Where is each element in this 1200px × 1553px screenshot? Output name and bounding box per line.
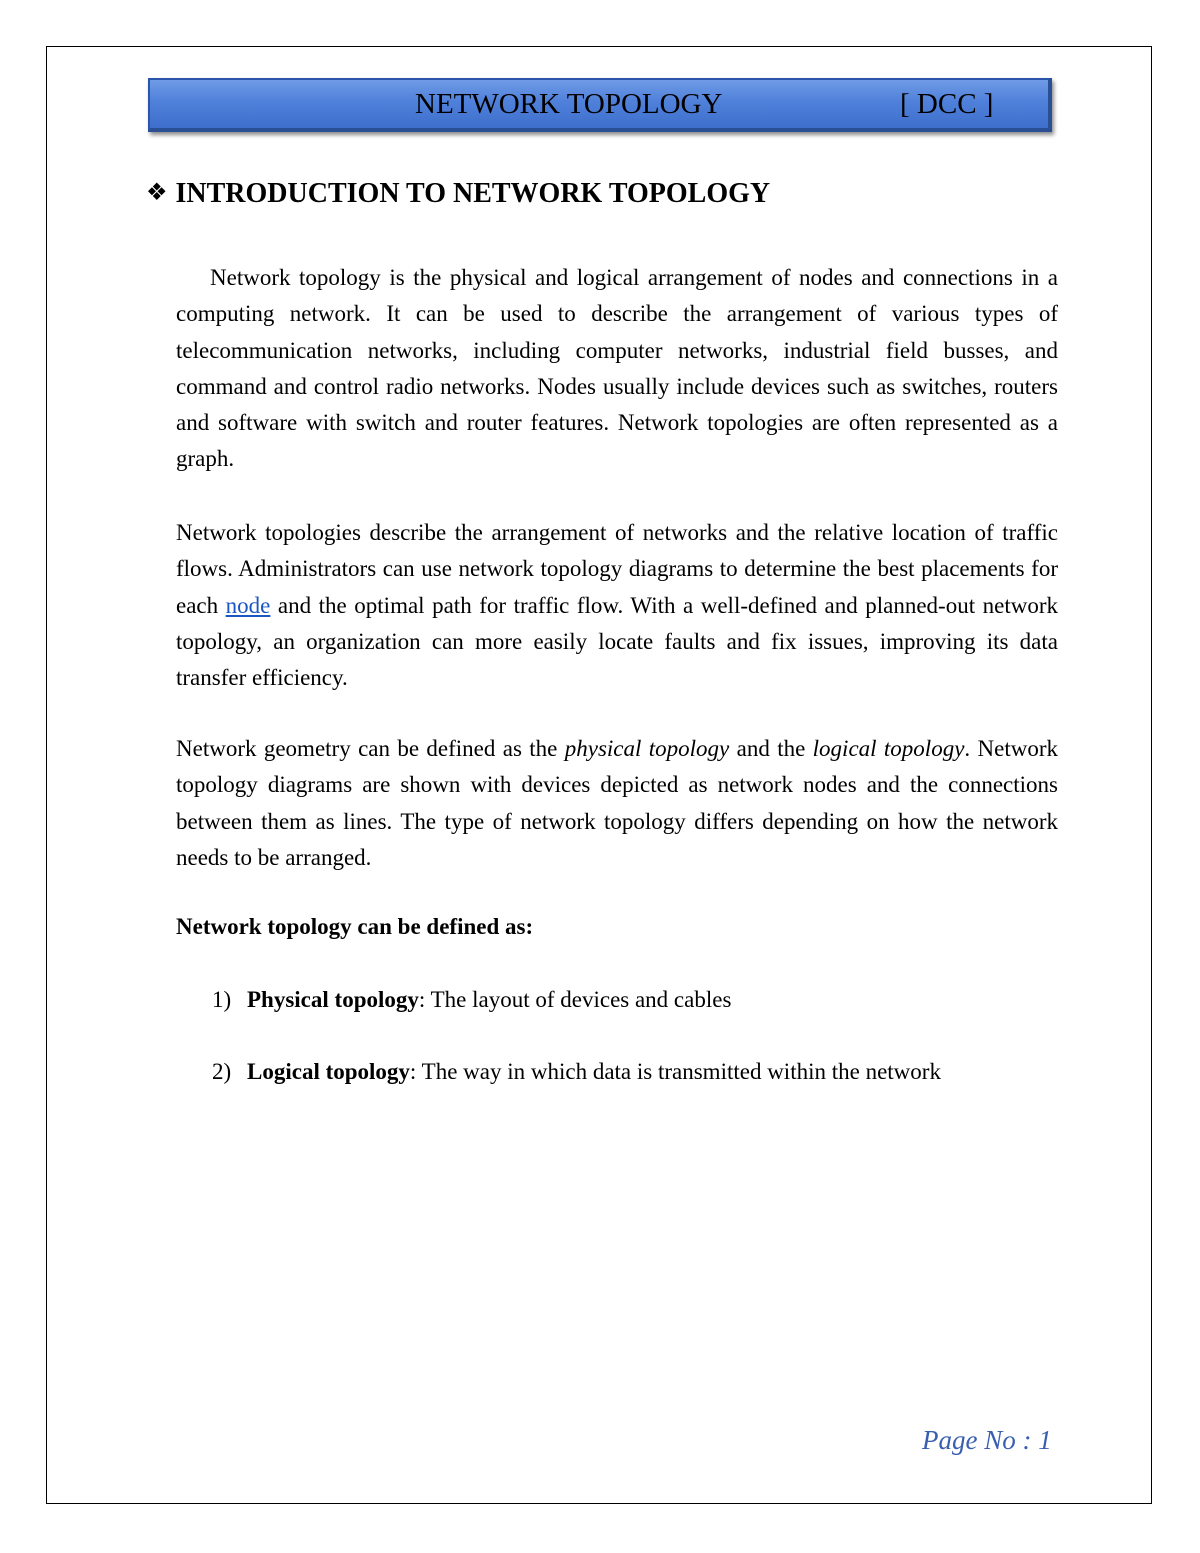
paragraph-3 [176, 731, 1058, 876]
list-term: Physical topology [247, 987, 419, 1012]
header-tag: [ DCC ] [900, 88, 994, 120]
section-heading [146, 178, 770, 210]
list-description: : The way in which data is transmitted within the network [409, 1059, 941, 1084]
paragraph-2-text-a: Network topologies describe the arrangement of networks and the relative location of traffic flows. Administrators can use network topology diagrams to determine the best placements for each [176, 520, 1058, 618]
node-link[interactable]: node [225, 592, 271, 618]
diamond-bullet-icon: ❖ [146, 180, 168, 206]
physical-topology-term: physical topology [564, 736, 730, 761]
section-heading-text: INTRODUCTION TO NETWORK TOPOLOGY [175, 178, 771, 209]
paragraph-3-text-a: Network geometry can be defined as the [176, 736, 565, 761]
logical-topology-term: logical topology [812, 736, 965, 761]
list-number: 2) [212, 1059, 232, 1084]
paragraph-1: Network topology is the physical and logical arrangement of nodes and connections in a computing network. It can be used to describe the arrangement of various types of telecommunication networks, including computer networks, industrial field busses, and command and control radio networks. Nodes usually include devices such as switches, routers and software with switch and router features. Network topologies are often represented as a graph. [176, 265, 1058, 472]
header-bar [148, 78, 1052, 132]
paragraph-2 [176, 515, 1058, 696]
paragraph-3-text-b: and the [729, 736, 813, 761]
page-number: Page No : 1 [922, 1425, 1052, 1455]
list-description: : The layout of devices and cables [418, 987, 732, 1012]
list-number: 1) [212, 987, 232, 1012]
list-item [212, 987, 731, 1013]
defined-as-label: Network topology can be defined as: [176, 914, 534, 939]
header-title: NETWORK TOPOLOGY [415, 88, 723, 120]
list-item [212, 1059, 941, 1085]
paragraph-2-text-b: and the optimal path for traffic flow. With a well-defined and planned-out network topology, an organization can more easily locate faults and fix issues, improving its data transfer efficiency. [176, 592, 1058, 691]
list-term: Logical topology [247, 1059, 410, 1084]
paragraph-3-text-c: . Network topology diagrams are shown with devices depicted as network nodes and the connections between them as lines. The type of network topology differs depending on how the network needs to be arranged. [176, 736, 1058, 870]
